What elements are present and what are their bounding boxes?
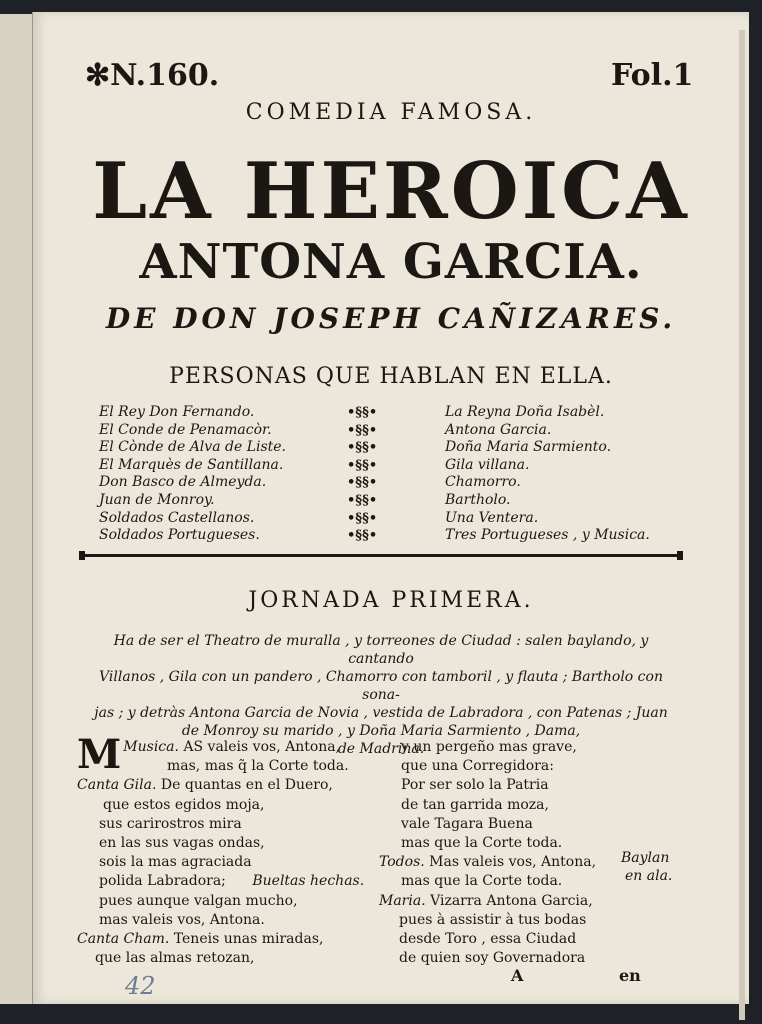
cast-item: Gila villana. bbox=[445, 456, 530, 473]
cast-list-left bbox=[99, 404, 286, 545]
verse-text: Teneis unas miradas, bbox=[173, 931, 324, 948]
ornament: •§§• bbox=[347, 528, 378, 544]
verse-line bbox=[77, 872, 367, 891]
stage-line: de Madrina. bbox=[337, 741, 425, 757]
author-line: DE DON JOSEPH CAÑIZARES. bbox=[105, 302, 677, 335]
verse-line: que estos egidos moja, bbox=[103, 796, 265, 813]
title-line-1: LA HEROICA bbox=[92, 146, 690, 237]
cast-item: Tres Portugueses , y Musica. bbox=[445, 527, 650, 544]
catchword: en bbox=[619, 966, 641, 985]
verse-line bbox=[77, 776, 367, 795]
stage-line: de Monroy su marido , y Doña Maria Sarmiento , Dama, bbox=[181, 723, 581, 739]
verse-line: vale Tagara Buena bbox=[401, 815, 533, 832]
comedia-heading: COMEDIA FAMOSA. bbox=[245, 100, 537, 125]
verse-line bbox=[379, 892, 629, 911]
verse-line: que las almas retozan, bbox=[95, 950, 255, 967]
cast-item: El Marquès de Santillana. bbox=[99, 456, 284, 473]
speaker-name: Canta Cham. bbox=[77, 931, 170, 948]
speaker-name: Musica. bbox=[123, 739, 179, 755]
cast-item: Don Basco de Almeyda. bbox=[99, 474, 267, 491]
ornament: •§§• bbox=[347, 405, 378, 420]
cast-item: El Conde de Penamacòr. bbox=[99, 421, 272, 438]
ornament: •§§• bbox=[347, 440, 378, 456]
stage-line: Villanos , Gila con un pandero , Chamorro con tamboril , y flauta ; Bartholo con sona- bbox=[99, 669, 663, 703]
cast-item: Bartholo. bbox=[445, 491, 511, 508]
verse-text: AS valeis vos, Antona, bbox=[183, 739, 341, 755]
verse-line: mas que la Corte toda. bbox=[401, 873, 563, 890]
cast-item: Una Ventera. bbox=[445, 509, 539, 526]
cast-ornaments bbox=[347, 404, 377, 545]
verse-line: desde Toro , essa Ciudad bbox=[399, 931, 577, 948]
stage-line: jas ; y detràs Antona Garcia de Novia , vestida de Labradora , con Patenas ; Juan bbox=[94, 705, 668, 721]
verse-line: Por ser solo la Patria bbox=[401, 777, 549, 794]
verse-text: Vizarra Antona Garcia, bbox=[430, 892, 593, 909]
cast-item: Soldados Portugueses. bbox=[99, 527, 260, 544]
stage-line: Ha de ser el Theatro de muralla , y torreones de Ciudad : salen baylando, y cantando bbox=[113, 633, 649, 667]
verse-line: de tan garrida moza, bbox=[401, 796, 549, 813]
cast-item: Doña Maria Sarmiento. bbox=[445, 439, 612, 456]
cast-item: La Reyna Doña Isabèl. bbox=[445, 404, 605, 420]
handwritten-number: 42 bbox=[125, 972, 156, 1000]
side-note: en ala. bbox=[625, 868, 673, 884]
title-line-2: ANTONA GARCIA. bbox=[139, 234, 643, 290]
verse-line: pues à assistir à tus bodas bbox=[399, 911, 587, 928]
cast-list-right bbox=[445, 404, 650, 545]
ornament: •§§• bbox=[347, 422, 378, 438]
speaker-name: Canta Gila. bbox=[77, 777, 157, 794]
verse-text: De quantas en el Duero, bbox=[160, 777, 333, 794]
ornament: •§§• bbox=[347, 510, 378, 526]
ornament: •§§• bbox=[347, 492, 378, 508]
stage-note: Bueltas hechas. bbox=[252, 873, 365, 890]
comedia-number: ✻N.160. bbox=[85, 58, 220, 93]
verse-line: mas que la Corte toda. bbox=[401, 835, 563, 852]
verse-line: en las sus vagas ondas, bbox=[99, 835, 265, 852]
verse-line: de quien soy Governadora bbox=[399, 950, 586, 967]
speaker-name: Maria. bbox=[379, 892, 426, 909]
ornament: •§§• bbox=[347, 475, 378, 491]
drop-cap: M bbox=[77, 731, 122, 778]
cast-item: El Rey Don Fernando. bbox=[99, 404, 255, 420]
folio-number: Fol.1 bbox=[611, 58, 694, 93]
divider-rule bbox=[79, 554, 683, 557]
cast-item: El Cònde de Alva de Liste. bbox=[99, 439, 287, 456]
cast-item: Juan de Monroy. bbox=[99, 491, 215, 508]
verse-text: polida Labradora; bbox=[99, 873, 226, 890]
book-page bbox=[32, 12, 749, 1004]
facing-page-edge bbox=[0, 14, 36, 1004]
verse-line: mas valeis vos, Antona. bbox=[99, 911, 265, 928]
verse-text: Mas valeis vos, Antona, bbox=[429, 854, 597, 871]
cast-item: Chamorro. bbox=[445, 474, 521, 491]
speaker-name: Todos. bbox=[379, 854, 425, 871]
personas-heading: PERSONAS QUE HABLAN EN ELLA. bbox=[169, 364, 613, 389]
cast-item: Antona Garcia. bbox=[445, 421, 552, 438]
verse-column-left bbox=[77, 731, 367, 968]
signature-mark: A bbox=[511, 966, 524, 985]
verse-line: sus carirostros mira bbox=[99, 815, 242, 832]
verse-line: sois la mas agraciada bbox=[99, 854, 252, 871]
jornada-heading: JORNADA PRIMERA. bbox=[248, 588, 534, 613]
cast-item: Soldados Castellanos. bbox=[99, 509, 255, 526]
verse-line: que una Corregidora: bbox=[401, 758, 554, 775]
verse-line: mas, mas q̃ la Corte toda. bbox=[167, 758, 349, 775]
verse-column-right bbox=[379, 738, 629, 968]
side-note: Baylan bbox=[621, 850, 670, 866]
verse-line: y un pergeño mas grave, bbox=[401, 739, 577, 755]
verse-line: pues aunque valgan mucho, bbox=[99, 892, 298, 909]
ornament: •§§• bbox=[347, 457, 378, 473]
verse-line bbox=[77, 930, 367, 949]
verse-line bbox=[379, 853, 629, 872]
